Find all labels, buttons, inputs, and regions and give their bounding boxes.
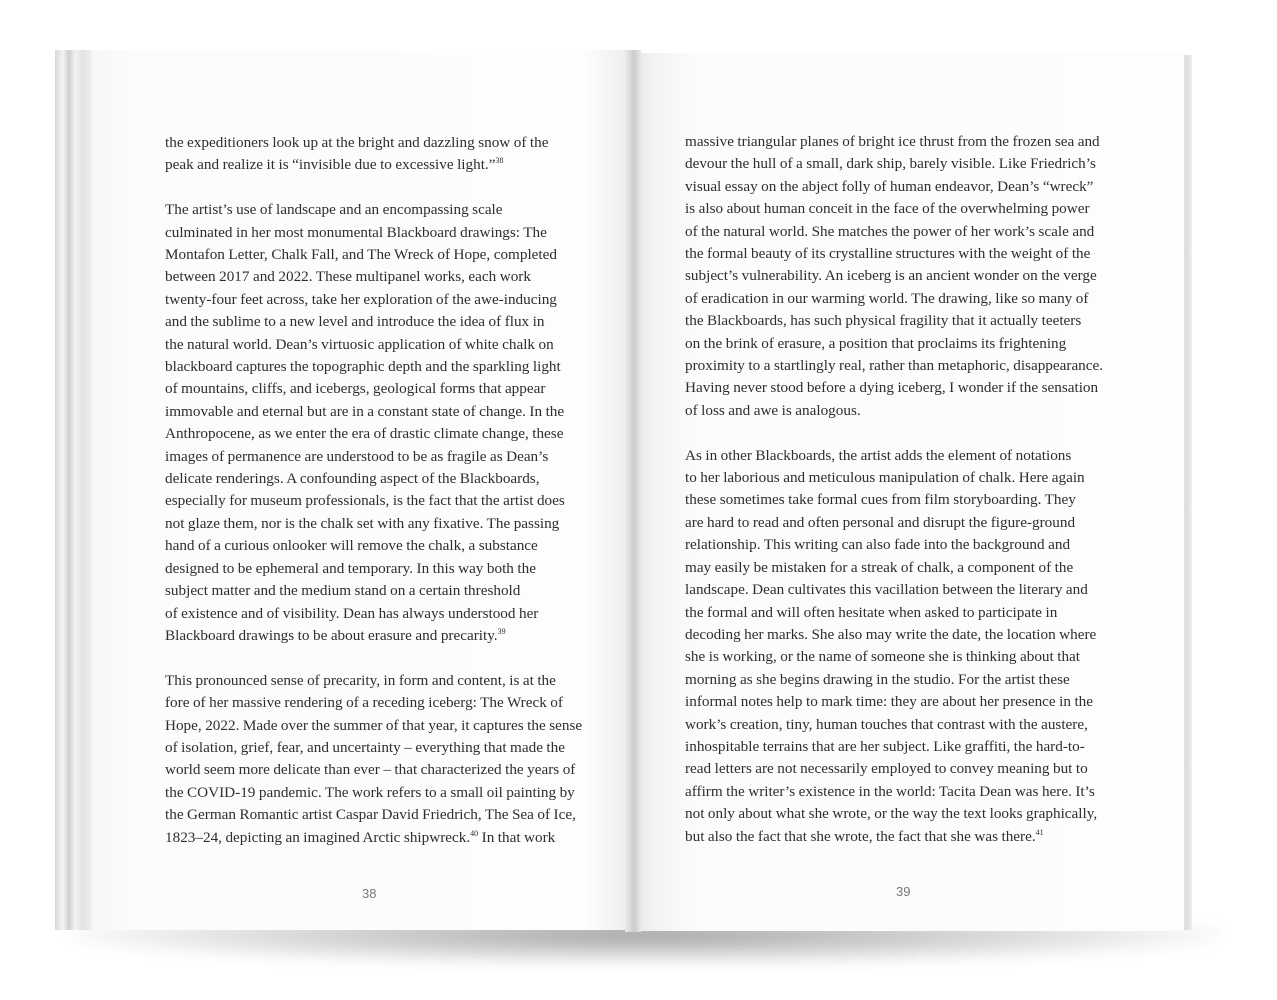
text-line: The artist’s use of landscape and an encompassing scale — [165, 201, 503, 219]
text-line: read letters are not necessarily employed to convey meaning but to — [685, 760, 1088, 778]
text-line: of eradication in our warming world. The drawing, like so many of — [685, 289, 1089, 307]
paragraph — [685, 131, 1113, 422]
text-line: Montafon Letter, Chalk Fall, and The Wreck of Hope, completed — [165, 246, 557, 264]
text-line: proximity to a startlingly real, rather than metaphoric, disappearance. — [685, 357, 1104, 375]
text-line: between 2017 and 2022. These multipanel works, each work — [165, 268, 531, 286]
text-line: Anthropocene, as we enter the era of drastic climate change, these — [165, 425, 564, 443]
text-line: decoding her marks. She also may write the date, the location where — [685, 625, 1097, 643]
page-edges-left — [55, 50, 95, 930]
text-line: not glaze them, nor is the chalk set with any fixative. The passing — [165, 514, 560, 532]
paragraph — [165, 132, 595, 177]
text-line: and the sublime to a new level and introduce the idea of flux in — [165, 313, 545, 331]
footnote-marker: 41 — [1035, 827, 1044, 837]
page-number-right: 39 — [896, 884, 911, 899]
text-line: the natural world. Dean’s virtuosic application of white chalk on — [165, 335, 554, 353]
text-line: devour the hull of a small, dark ship, barely visible. Like Friedrich’s — [685, 155, 1096, 173]
text-line: inhospitable terrains that are her subject. Like graffiti, the hard-to- — [685, 737, 1085, 755]
left-page — [92, 50, 640, 930]
text-line: is also about human conceit in the face of the overwhelming power — [685, 200, 1090, 218]
text-line: are hard to read and often personal and disrupt the figure-ground — [685, 513, 1076, 531]
text-line: subject’s vulnerability. An iceberg is an ancient wonder on the verge — [685, 267, 1097, 285]
text-line: designed to be ephemeral and temporary. In this way both the — [165, 559, 536, 577]
footnote-marker: 39 — [497, 626, 506, 636]
footnote-marker: 40 — [470, 828, 479, 838]
text-line: hand of a curious onlooker will remove the chalk, a substance — [165, 537, 538, 555]
text-line: fore of her massive rendering of a receding iceberg: The Wreck of — [165, 694, 563, 712]
paragraph — [165, 199, 595, 647]
text-line: 1823–24, depicting an imagined Arctic shipwreck.$^{40}$ In that work — [165, 828, 556, 846]
text-line: affirm the writer’s existence in the world: Tacita Dean was here. It’s — [685, 782, 1095, 800]
text-line: not only about what she wrote, or the way the text looks graphically, — [685, 805, 1098, 823]
text-line: of isolation, grief, fear, and uncertainty – everything that made the — [165, 738, 565, 756]
text-line: As in other Blackboards, the artist adds the element of notations — [685, 446, 1072, 464]
text-line: massive triangular planes of bright ice thrust from the frozen sea and — [685, 133, 1100, 150]
text-line: of the natural world. She matches the power of her work’s scale and — [685, 222, 1095, 240]
text-line: visual essay on the abject folly of human endeavor, Dean’s “wreck” — [685, 177, 1094, 195]
text-line: relationship. This writing can also fade into the background and — [685, 536, 1071, 554]
text-line: the formal beauty of its crystalline structures with the weight of the — [685, 245, 1091, 263]
footnote-marker: 38 — [495, 156, 504, 166]
text-line: This pronounced sense of precarity, in form and content, is at the — [165, 671, 556, 689]
right-page — [632, 53, 1184, 931]
text-line: these sometimes take formal cues from film storyboarding. They — [685, 491, 1076, 509]
text-line: the German Romantic artist Caspar David Friedrich, The Sea of Ice, — [165, 806, 576, 824]
text-line: peak and realize it is “invisible due to excessive light.”$^{38}$ — [165, 156, 504, 174]
text-line: work’s creation, tiny, human touches that contrast with the austere, — [685, 715, 1088, 733]
text-line: subject matter and the medium stand on a certain threshold — [165, 582, 521, 600]
text-line: immovable and eternal but are in a constant state of change. In the — [165, 402, 565, 420]
text-line: she is working, or the name of someone she is thinking about that — [685, 648, 1081, 666]
text-line: the formal and will often hesitate when asked to participate in — [685, 603, 1058, 621]
text-line: may easily be mistaken for a streak of chalk, a component of the — [685, 558, 1074, 576]
paragraph — [165, 670, 595, 849]
page-number-left: 38 — [362, 886, 377, 901]
text-line: on the brink of erasure, a position that proclaims its frightening — [685, 334, 1067, 352]
text-tail: In that work — [478, 828, 556, 846]
text-line: but also the fact that she wrote, the fact that she was there.$^{41}$ — [685, 827, 1044, 845]
text-line: Hope, 2022. Made over the summer of that year, it captures the sense — [165, 716, 583, 734]
text-line: the COVID-19 pandemic. The work refers to a small oil painting by — [165, 783, 575, 801]
text-line: world seem more delicate than ever – that characterized the years of — [165, 761, 576, 779]
text-line: Having never stood before a dying iceberg, I wonder if the sensation — [685, 379, 1099, 397]
paragraph — [685, 445, 1113, 848]
text-line: the Blackboards, has such physical fragility that it actually teeters — [685, 312, 1082, 330]
text-line: informal notes help to mark time: they are about her presence in the — [685, 693, 1094, 711]
text-line: images of permanence are understood to be as fragile as Dean’s — [165, 447, 549, 465]
left-page-text — [165, 132, 595, 871]
text-line: the expeditioners look up at the bright and dazzling snow of the — [165, 134, 549, 151]
right-page-text — [685, 131, 1113, 870]
text-line: blackboard captures the topographic depth and the sparkling light — [165, 358, 561, 376]
text-line: especially for museum professionals, is the fact that the artist does — [165, 492, 565, 510]
text-line: culminated in her most monumental Blackboard drawings: The — [165, 223, 547, 241]
text-line: to her laborious and meticulous manipulation of chalk. Here again — [685, 469, 1085, 487]
text-line: Blackboard drawings to be about erasure and precarity.$^{39}$ — [165, 626, 506, 644]
text-line: twenty-four feet across, take her exploration of the awe-inducing — [165, 290, 557, 308]
text-line: of loss and awe is analogous. — [685, 401, 861, 419]
text-line: landscape. Dean cultivates this vacillation between the literary and — [685, 581, 1088, 599]
text-line: of existence and of visibility. Dean has always understood her — [165, 604, 539, 622]
text-line: morning as she begins drawing in the studio. For the artist these — [685, 670, 1070, 688]
text-line: of mountains, cliffs, and icebergs, geological forms that appear — [165, 380, 546, 398]
book-gutter — [625, 50, 641, 932]
text-line: delicate renderings. A confounding aspect of the Blackboards, — [165, 470, 540, 488]
